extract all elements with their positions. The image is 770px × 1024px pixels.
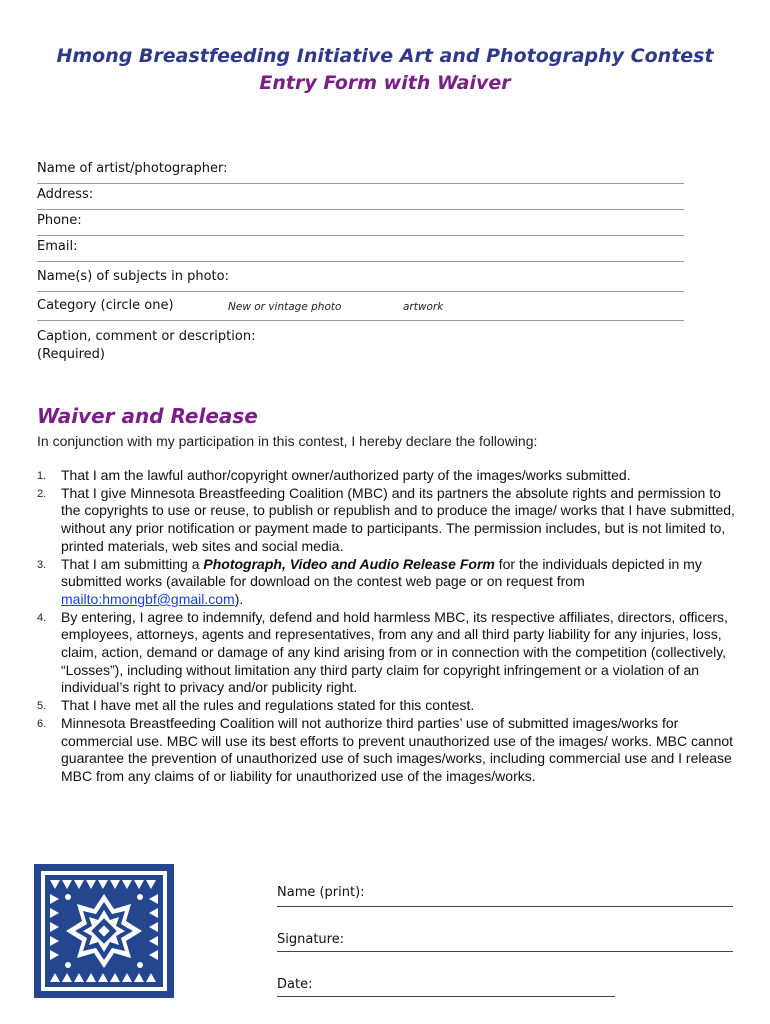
email-link[interactable]: mailto:hmongbf@gmail.com	[61, 590, 235, 607]
hmong-quilt-logo-icon	[34, 864, 174, 998]
waiver-term-5	[37, 697, 737, 715]
print-name-line[interactable]	[277, 906, 733, 907]
address-field-row[interactable]	[37, 185, 684, 210]
term-text: Minnesota Breastfeeding Coalition will not authorize third parties’ use of submitted images/works for commercial use. MBC will use its best efforts to prevent unauthorized use of the images/ works. MBC cannot guarantee the prevention of unauthorized use of such images/works, including commercial use and I release MBC from any claims of or liability for unauthorized use of the images/works.	[61, 714, 734, 784]
address-label: Address:	[37, 187, 94, 202]
term-number: 1.	[37, 470, 47, 482]
date-label: Date:	[277, 977, 313, 992]
date-line[interactable]	[277, 996, 615, 997]
term-number: 3.	[37, 558, 47, 571]
subjects-field-row[interactable]	[37, 267, 684, 292]
subjects-label: Name(s) of subjects in photo:	[37, 269, 229, 284]
term-text: That I am the lawful author/copyright owner/authorized party of the images/works submitted.	[61, 467, 631, 483]
waiver-term-4	[37, 609, 737, 698]
form-title: Hmong Breastfeeding Initiative Art and Photography Contest	[56, 45, 714, 67]
waiver-term-2	[37, 485, 737, 556]
name-field-row[interactable]	[37, 159, 684, 184]
phone-field-row[interactable]	[37, 211, 684, 236]
waiver-term-6	[37, 715, 737, 786]
term-number: 2.	[37, 487, 47, 500]
form-subtitle: Entry Form with Waiver	[259, 72, 511, 94]
phone-label: Phone:	[37, 213, 82, 228]
term-text-c: ).	[234, 590, 244, 607]
term-text-a: That I am submitting a	[61, 555, 204, 572]
term-text: That I give Minnesota Breastfeeding Coalition (MBC) and its partners the absolute rights and permission to the copyrights to use or reuse, to publish or republish and to produce the image/ works that I have submitted, without any prior notification or payment made to participants. The permission includes, but is not limited to, printed materials, web sites and social media.	[61, 484, 735, 554]
term-number: 6.	[37, 717, 47, 730]
caption-required-note: (Required)	[37, 347, 106, 362]
caption-label: Caption, comment or description:	[37, 329, 256, 344]
waiver-term-3	[37, 556, 737, 609]
category-field-row	[37, 296, 684, 321]
waiver-title: Waiver and Release	[37, 404, 258, 428]
signature-line[interactable]	[277, 951, 733, 952]
print-name-label: Name (print):	[277, 885, 365, 900]
email-field-row[interactable]	[37, 237, 684, 262]
email-label: Email:	[37, 239, 78, 254]
term-text: That I have met all the rules and regulations stated for this contest.	[61, 697, 475, 714]
waiver-terms-list	[37, 467, 737, 786]
category-option-photo[interactable]: New or vintage photo	[228, 301, 342, 313]
term-number: 4.	[37, 611, 47, 624]
category-option-artwork[interactable]: artwork	[403, 301, 444, 313]
name-label: Name of artist/photographer:	[37, 161, 228, 176]
waiver-intro: In conjunction with my participation in this contest, I hereby declare the following:	[37, 433, 538, 449]
signature-label: Signature:	[277, 932, 345, 947]
category-label: Category (circle one)	[37, 298, 174, 313]
waiver-term-1	[37, 467, 737, 485]
release-form-title: Photograph, Video and Audio Release Form	[203, 555, 495, 572]
term-number: 5.	[37, 700, 47, 713]
caption-field[interactable]	[37, 328, 255, 364]
term-text: By entering, I agree to indemnify, defend and hold harmless MBC, its respective affiliates, directors, officers, employees, attorneys, agents and representatives, from any and all third party liability for any injuries, loss, claim, action, demand or damage of any kind arising from or in connection with the competition (collectively, “Losses”), including without limitation any third party claim for copyright infringement or a violation of an individual’s right to privacy and/or publicity right.	[61, 608, 728, 696]
term-text-b: for the individuals depicted in my submitted works (available for download on the contest web page or on request from	[61, 555, 702, 590]
